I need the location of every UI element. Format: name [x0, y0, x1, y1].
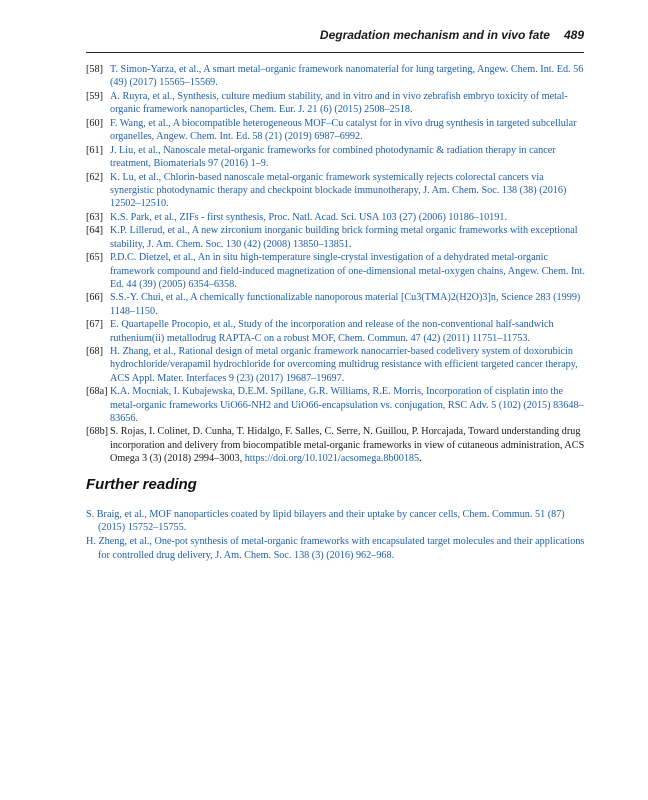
running-header [86, 28, 584, 53]
reference-link[interactable]: K.P. Lillerud, et al., A new zirconium inorganic building brick forming metal organic frameworks with exceptional stability, J. Am. Chem. Soc. 130 (42) (2008) 13850–13851. [110, 225, 578, 250]
reference-list [86, 63, 586, 466]
reference-number: [58] [86, 64, 103, 75]
reference-item[interactable] [86, 90, 586, 116]
reference-item[interactable] [86, 63, 586, 89]
reference-number: [66] [86, 292, 103, 304]
reference-link[interactable]: A. Ruyra, et al., Synthesis, culture medium stability, and in vitro and in vivo zebrafish embryo toxicity of metal-organic framework nanoparticles, Chem. Eur. J. 21 (6) (2015) 2508–2518. [110, 90, 568, 116]
reference-number: [64] [86, 225, 103, 237]
reference-item[interactable] [86, 345, 586, 385]
reference-number: [61] [86, 144, 103, 156]
further-reading-link[interactable]: S. Braig, et al., MOF nanoparticles coated by lipid bilayers and their uptake by cancer cells, Chem. Commun. 51 (87) (2015) 15752–15755. [86, 509, 565, 534]
reference-link[interactable]: J. Liu, et al., Nanoscale metal-organic frameworks for combined photodynamic & radiation therapy in cancer treatment, Biomaterials 97 (2016) 1–9. [110, 144, 556, 169]
reference-number: [59] [86, 90, 103, 102]
reference-link[interactable]: K.S. Park, et al., ZIFs - first synthesis, Proc. Natl. Acad. Sci. USA 103 (27) (2006) 10186–10191. [110, 211, 507, 223]
page-number: 489 [563, 28, 584, 42]
running-title: Degradation mechanism and in vivo fate [319, 28, 550, 42]
reference-item[interactable] [86, 318, 586, 344]
reference-item [86, 425, 586, 465]
reference-end: . [419, 452, 422, 464]
reference-item[interactable] [86, 211, 586, 224]
reference-link[interactable]: S.S.-Y. Chui, et al., A chemically functionalizable nanoporous material [Cu3(TMA)2(H2O)3]n, Science 283 (1999) 1148–1150. [110, 292, 581, 317]
reference-item[interactable] [86, 251, 586, 291]
reference-item[interactable] [86, 385, 586, 425]
reference-number: [62] [86, 171, 103, 183]
reference-item[interactable] [86, 291, 586, 317]
reference-number: [65] [86, 252, 103, 264]
reference-item[interactable] [86, 171, 586, 211]
reference-number: [63] [86, 211, 103, 223]
reference-link[interactable]: E. Quartapelle Procopio, et al., Study of the incorporation and release of the non-conventional half-sandwich ruthenium(ii) metallodrug RAPTA-C on a robust MOF, Chem. Commun. 47 (42) (2011) 11751–11753. [110, 319, 554, 344]
reference-link[interactable]: H. Zhang, et al., Rational design of metal organic framework nanocarrier-based codelivery system of doxorubicin hydrochloride/verapamil hydrochloride for overcoming multidrug resistance with efficient targeted cancer therapy, ACS Appl. Mater. Interfaces 9 (23) (2017) 19687–19697. [110, 346, 578, 384]
reference-number: [60] [86, 117, 103, 129]
further-reading-heading: Further reading [86, 476, 197, 493]
reference-number: [68] [86, 346, 103, 358]
reference-number: [68a] [86, 386, 108, 398]
reference-number: [67] [86, 319, 103, 331]
reference-link[interactable]: K.A. Mocniak, I. Kubajewska, D.E.M. Spillane, G.R. Williams, R.E. Morris, Incorporation of cisplatin into the metal-organic frameworks UiO66-NH2 and UiO66-encapsulation vs. conjugation, RSC Adv. 5 (102) (2015) 83648–83656. [110, 386, 584, 424]
reference-link[interactable]: P.D.C. Dietzel, et al., An in situ high-temperature single-crystal investigation of a dehydrated metal-organic framework compound and field-induced magnetization of one-dimensional metal-oxygen chains, Angew. Chem. Int. Ed. 44 (39) (2005) 6354–6358. [110, 252, 585, 290]
reference-number: [68b] [86, 426, 109, 438]
reference-item[interactable] [86, 117, 586, 143]
further-reading-section [86, 476, 586, 563]
reference-item[interactable] [86, 224, 586, 250]
reference-item[interactable] [86, 144, 586, 170]
doi-link[interactable]: https://doi.org/10.1021/acsomega.8b00185 [244, 452, 420, 464]
reference-link[interactable]: T. Simon-Yarza, et al., A smart metal–organic framework nanomaterial for lung targeting, Angew. Chem. Int. Ed. 56 (49) (2017) 15565–15569. [110, 64, 584, 89]
reference-link[interactable]: F. Wang, et al., A biocompatible heterogeneous MOF–Cu catalyst for in vivo drug synthesis in targeted subcellular organelles, Angew. Chem. Int. Ed. 58 (21) (2019) 6987–6992. [110, 117, 577, 143]
reference-link[interactable]: K. Lu, et al., Chlorin-based nanoscale metal-organic framework systemically rejects colorectal cancers via synergistic photodynamic therapy and checkpoint blockade immunotherapy, J. Am. Chem. Soc. 138 (38) (2016) 12502–12510. [110, 171, 567, 210]
reference-text [110, 425, 586, 465]
reference-body: S. Rojas, I. Colinet, D. Cunha, T. Hidalgo, F. Salles, C. Serre, N. Guillou, P. Horcajada, Toward understanding drug incorporation and delivery from biocompatible metal-organic frameworks in view of cutaneous administration, ACS Omega 3 (3) (2018) 2994–3003, [110, 426, 585, 464]
further-reading-link[interactable]: H. Zheng, et al., One-pot synthesis of metal-organic frameworks with encapsulated target molecules and their applications for controlled drug delivery, J. Am. Chem. Soc. 138 (3) (2016) 962–968. [86, 536, 585, 561]
